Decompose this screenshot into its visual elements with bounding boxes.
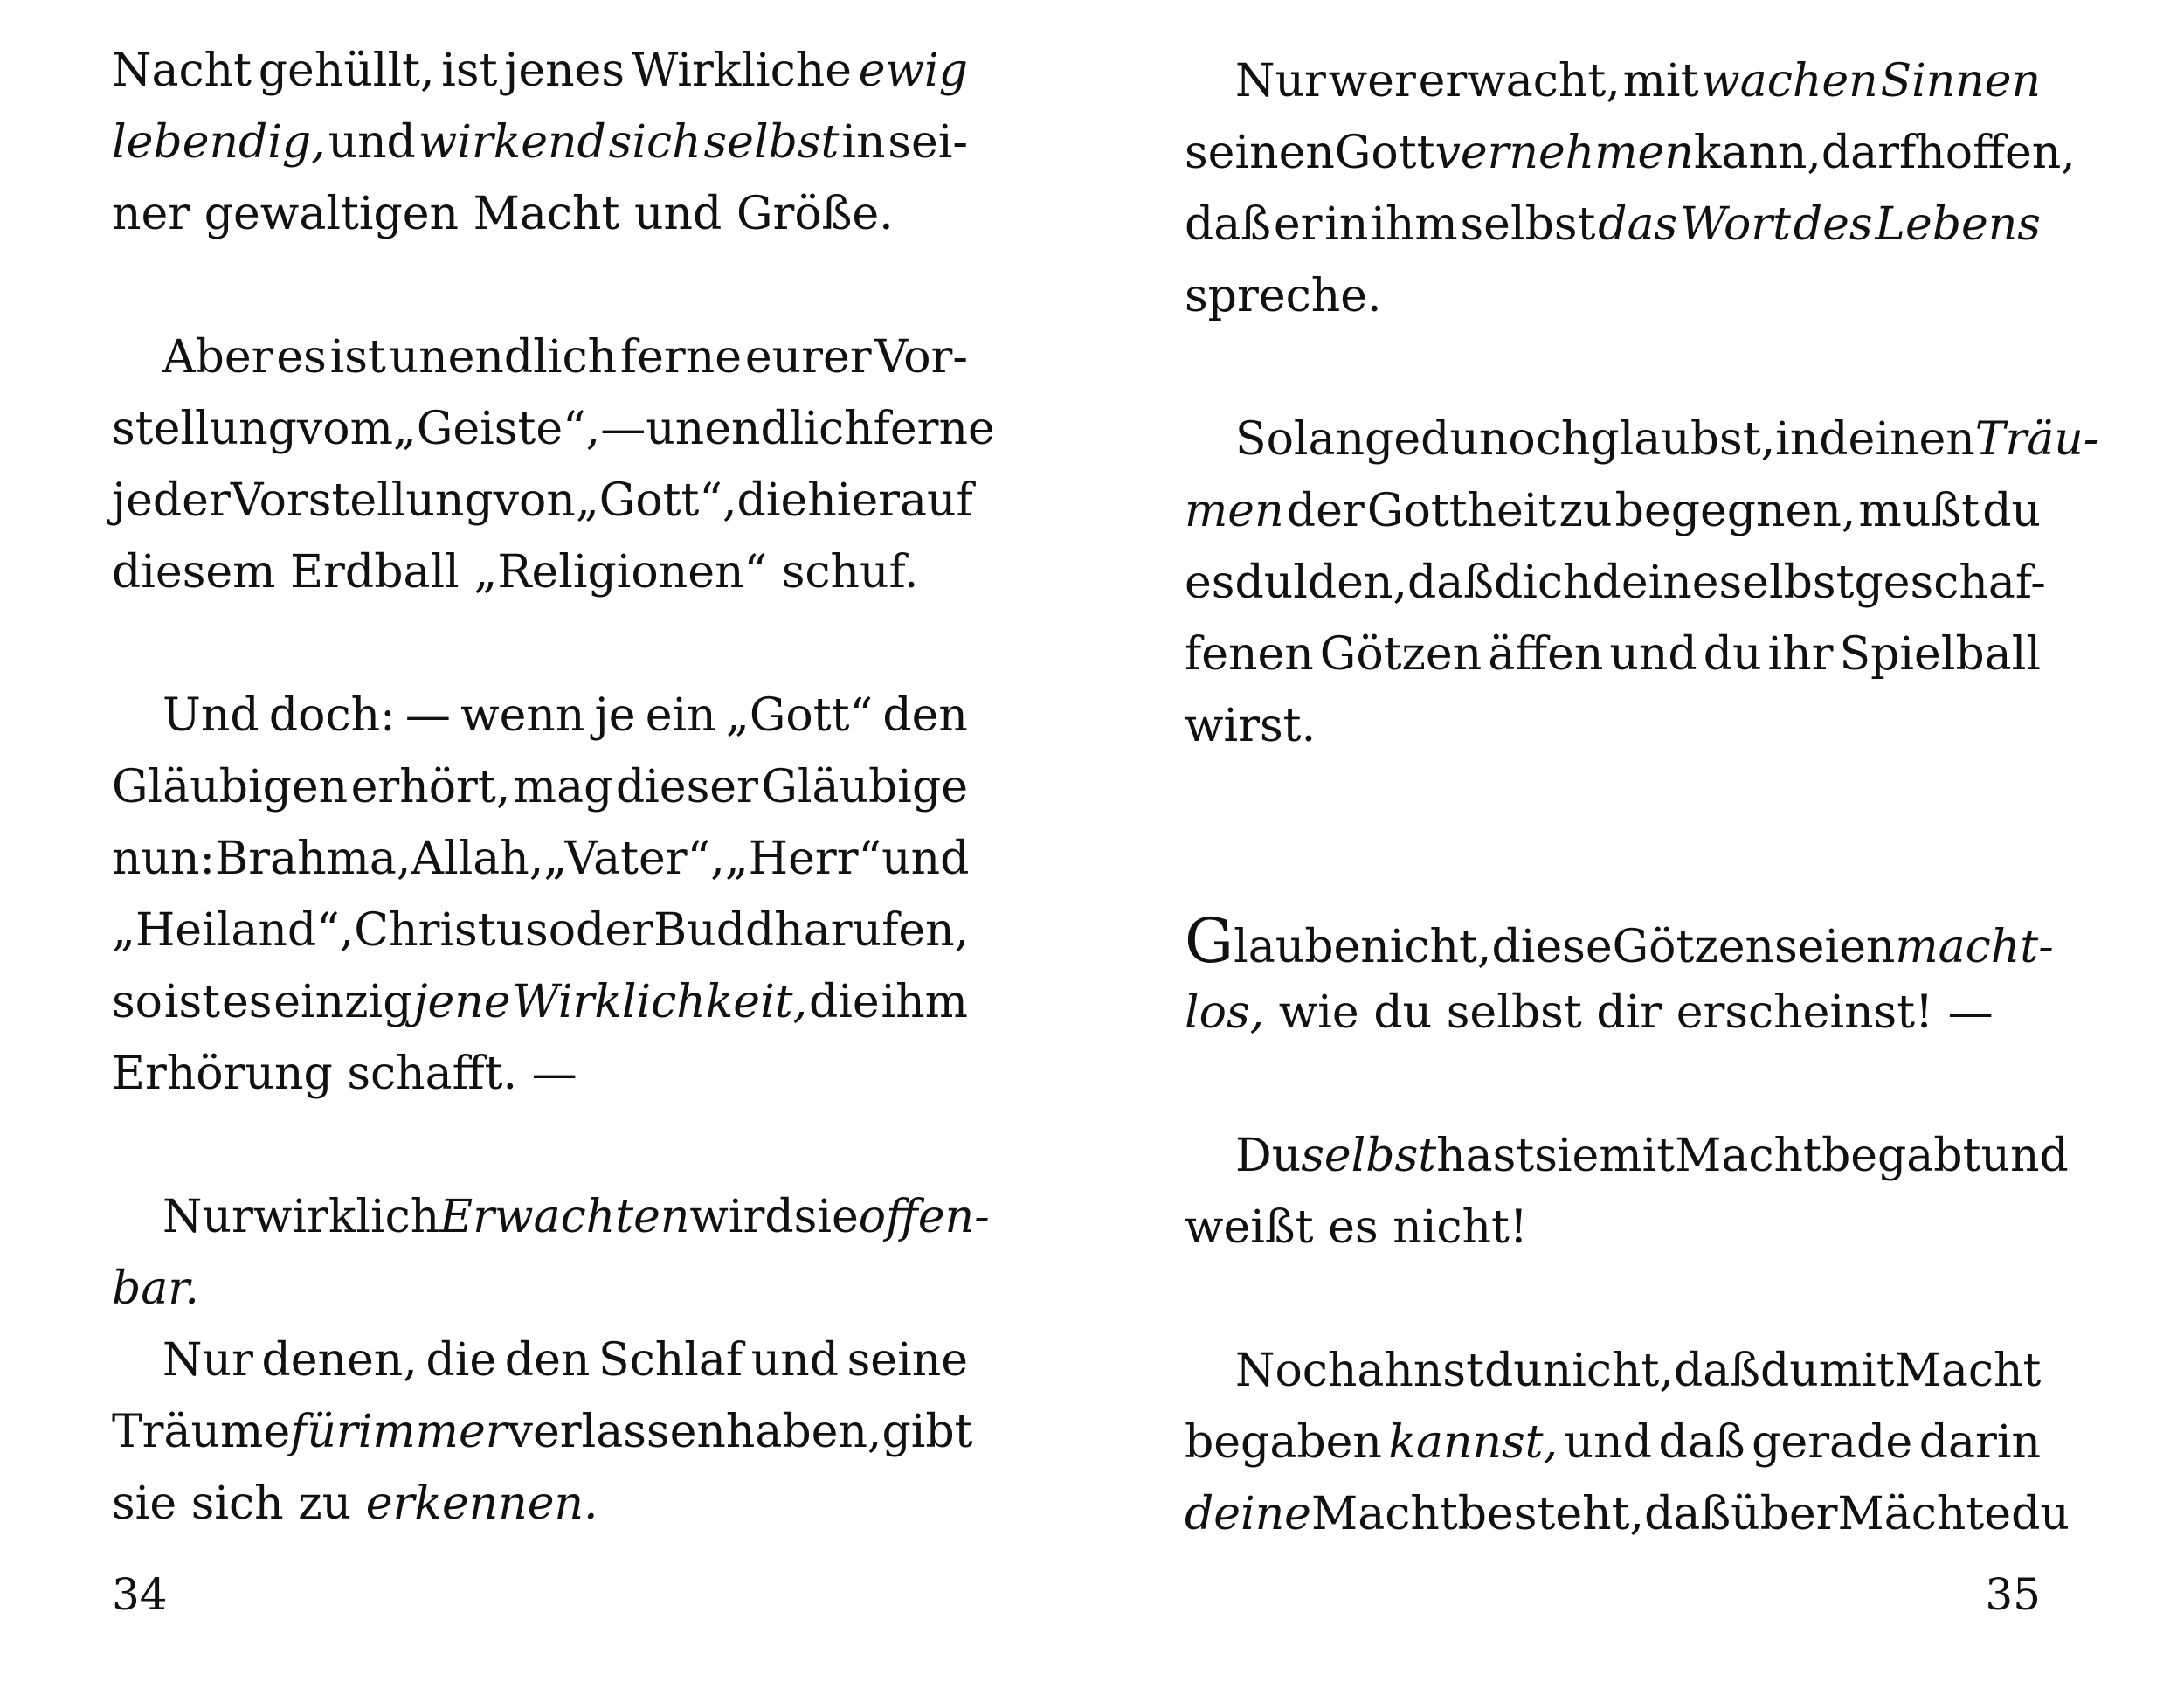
word: den: [882, 689, 968, 742]
word: daß: [1673, 1345, 1760, 1397]
word: Solange: [1235, 413, 1421, 466]
word: und: [881, 833, 970, 885]
word: nicht!: [1393, 1201, 1528, 1254]
word: ist: [441, 45, 498, 97]
word: gerade: [1752, 1416, 1913, 1469]
word: denen,: [261, 1334, 418, 1387]
word: den: [504, 1334, 591, 1387]
word: gehüllt,: [258, 45, 435, 97]
word: sie: [793, 1191, 859, 1243]
word: deine: [1592, 557, 1719, 609]
word: Macht: [1310, 1488, 1458, 1540]
word: Götzen: [1319, 628, 1482, 681]
word: seien: [1774, 921, 1896, 973]
emphasized-word: lebendig,: [112, 116, 326, 169]
text-line: [112, 1468, 968, 1539]
word: mit: [1818, 1345, 1895, 1397]
word: doch:: [268, 689, 396, 742]
text-line: [112, 751, 968, 823]
word: er: [1273, 198, 1323, 251]
word: kann,: [1693, 127, 1821, 179]
word: du: [1982, 485, 2041, 537]
word: —: [531, 1048, 577, 1100]
word: so: [112, 976, 162, 1028]
word: Du: [1235, 1130, 1302, 1182]
word: seine: [847, 1334, 968, 1387]
word: und: [1609, 628, 1697, 681]
word: jenes: [504, 45, 625, 97]
word: Glaube: [1185, 905, 1361, 977]
word: Größe.: [736, 188, 894, 240]
word: „Heiland“,: [112, 904, 355, 957]
word: Macht: [473, 188, 620, 240]
word: Nur: [162, 1334, 253, 1387]
word: wie: [1278, 986, 1359, 1039]
text-line: [1185, 1407, 2041, 1478]
emphasized-word: für: [290, 1406, 358, 1458]
word: nicht,: [1542, 1345, 1674, 1397]
word: Erhörung: [112, 1048, 333, 1100]
word: erwacht,: [1418, 55, 1621, 107]
word: begabt: [1821, 1130, 1981, 1182]
word: mußt: [1858, 485, 1980, 537]
word: in: [1775, 413, 1820, 466]
word: und: [634, 188, 722, 240]
text-line: [1185, 475, 2041, 547]
word: daß: [1185, 198, 1272, 251]
word: sie: [112, 1477, 177, 1530]
word: in: [841, 116, 886, 169]
word: ihm: [881, 976, 968, 1028]
word: darf: [1821, 127, 1917, 179]
word: Macht: [1894, 1345, 2042, 1397]
word: „Vater“,: [543, 833, 725, 885]
word: dulden,: [1234, 557, 1407, 609]
word: Spielball: [1839, 628, 2041, 681]
word: ihr: [1767, 628, 1834, 681]
left-page: [112, 0, 995, 1695]
text-line: [112, 1181, 990, 1253]
word: dich: [1494, 557, 1593, 609]
word: fenen: [1185, 628, 1314, 681]
word: daß: [1406, 557, 1494, 609]
text-line: [112, 107, 968, 178]
word: Schlaf: [598, 1334, 743, 1387]
word: deinen: [1819, 413, 1975, 466]
word: weißt: [1185, 1201, 1314, 1254]
emphasized-word: wirkend: [418, 116, 606, 169]
emphasized-word: selbst: [703, 116, 840, 169]
word: diesem: [112, 546, 276, 598]
word: du: [2011, 1488, 2070, 1540]
text-line: [112, 178, 968, 250]
word: zu: [298, 1477, 352, 1530]
word: hoffen,: [1916, 127, 2076, 179]
emphasized-word: Wirklichkeit,: [512, 976, 808, 1028]
word: wirklich: [252, 1191, 440, 1243]
emphasized-word: Wort: [1680, 198, 1792, 251]
word: wirst.: [1185, 700, 1317, 752]
text-line: [1185, 117, 2076, 189]
word: von: [493, 474, 576, 527]
emphasized-word: erkennen.: [365, 1477, 598, 1530]
word: gibt: [881, 1406, 973, 1458]
word: ist: [163, 976, 221, 1028]
word: und: [750, 1334, 839, 1387]
word: wer: [1328, 55, 1416, 107]
word: Götzen: [1612, 921, 1774, 973]
word: sie: [1534, 1130, 1600, 1182]
word: und: [328, 116, 416, 169]
text-line: [1185, 1335, 2041, 1407]
word: oder: [548, 904, 653, 957]
word: zu: [1559, 485, 1613, 537]
word: —: [600, 403, 646, 455]
emphasized-word: ewig: [858, 45, 968, 97]
word: und: [1980, 1130, 2069, 1182]
text-line: [1185, 905, 2054, 977]
word: diese: [1491, 921, 1613, 973]
text-line: [1185, 619, 2041, 690]
emphasized-word: Träu-: [1974, 413, 2099, 466]
text-line: [1185, 977, 2041, 1048]
emphasized-word: des: [1793, 198, 1873, 251]
word: der: [1286, 485, 1365, 537]
text-line: [1185, 404, 2099, 475]
word: —: [1947, 986, 1994, 1039]
word: jeder: [112, 474, 231, 527]
word: es: [221, 976, 273, 1028]
word: „Religionen“: [473, 546, 768, 598]
emphasized-word: selbst: [1301, 1130, 1437, 1182]
text-line: [1185, 1120, 2069, 1192]
word: die: [425, 1334, 497, 1387]
word: eurer: [744, 331, 872, 384]
word: erhört,: [350, 761, 511, 813]
word: „Gott“,: [575, 474, 737, 527]
word: begaben: [1185, 1416, 1382, 1469]
word: du: [1759, 1345, 1819, 1397]
word: glaubst,: [1590, 413, 1776, 466]
text-line: [112, 680, 968, 751]
word: Gläubigen: [112, 761, 349, 813]
word: Aber: [162, 331, 273, 384]
word: unendlich: [389, 331, 618, 384]
emphasized-word: sich: [608, 116, 702, 169]
word: —: [404, 689, 451, 742]
emphasized-word: Lebens: [1875, 198, 2041, 251]
word: vom: [296, 403, 393, 455]
emphasized-word: jene: [413, 976, 511, 1028]
word: Mächte: [1837, 1488, 2012, 1540]
word: verlassen: [507, 1406, 726, 1458]
text-line: [1185, 1192, 2041, 1263]
word: spreche.: [1185, 270, 1382, 322]
word: rufen,: [830, 904, 970, 957]
word: auf: [900, 474, 973, 527]
word: es: [1328, 1201, 1379, 1254]
word: je: [594, 689, 636, 742]
word: Nacht: [112, 45, 252, 97]
word: Gott: [1334, 127, 1435, 179]
word: und: [1564, 1416, 1652, 1469]
word: darin: [1918, 1416, 2041, 1469]
word: Christus: [354, 904, 549, 957]
word: daß: [1644, 1488, 1731, 1540]
emphasized-word: das: [1598, 198, 1678, 251]
word: selbst: [1460, 198, 1596, 251]
word: ein: [645, 689, 716, 742]
word: in: [1324, 198, 1369, 251]
word: sich: [190, 1477, 284, 1530]
word: mit: [1599, 1130, 1676, 1182]
text-line: [112, 1396, 973, 1468]
word: begegnen,: [1614, 485, 1856, 537]
page-number-left: 34: [112, 1569, 168, 1620]
text-line: [112, 322, 968, 393]
word: äffen: [1488, 628, 1604, 681]
word: nicht,: [1360, 921, 1492, 973]
word: „Geiste“,: [392, 403, 601, 455]
word: Gläubige: [761, 761, 968, 813]
word: „Gott“: [725, 689, 874, 742]
word: Vorstellung: [230, 474, 494, 527]
word: du: [1373, 986, 1433, 1039]
word: erscheinst!: [1676, 986, 1934, 1039]
word: ihm: [1371, 198, 1458, 251]
word: über: [1731, 1488, 1838, 1540]
word: noch: [1478, 413, 1591, 466]
word: mit: [1622, 55, 1699, 107]
word: mag: [513, 761, 613, 813]
word: wird: [689, 1191, 794, 1243]
word: schuf.: [781, 546, 919, 598]
text-line: [112, 465, 973, 536]
word: Brahma,: [215, 833, 411, 885]
text-line: [112, 823, 968, 895]
word: gewaltigen: [204, 188, 460, 240]
word: du: [1420, 413, 1479, 466]
word: Erdball: [290, 546, 460, 598]
word: die: [808, 976, 880, 1028]
text-line: [1185, 1478, 2070, 1550]
emphasized-word: immer: [357, 1406, 508, 1458]
word: Allah,: [411, 833, 544, 885]
word: Wirkliche: [631, 45, 853, 97]
word: Gottheit: [1366, 485, 1557, 537]
text-line: [1185, 260, 2041, 332]
word: Nur: [1235, 55, 1326, 107]
text-line: [112, 35, 968, 107]
emphasized-word: macht-: [1895, 921, 2054, 973]
emphasized-word: wachen: [1701, 55, 1878, 107]
word: es: [1185, 557, 1235, 609]
right-page: [1185, 0, 2099, 1695]
word: sei-: [888, 116, 968, 169]
text-line: [112, 536, 968, 608]
word: ist: [329, 331, 386, 384]
text-line: [1185, 690, 2041, 762]
emphasized-word: los,: [1185, 986, 1265, 1039]
text-line: [1185, 189, 2041, 260]
word: seinen: [1185, 127, 1335, 179]
word: Noch: [1235, 1345, 1358, 1397]
word: Und: [162, 689, 259, 742]
word: du: [1484, 1345, 1543, 1397]
emphasized-word: offen-: [858, 1191, 990, 1243]
text-line: [112, 895, 968, 966]
emphasized-word: vernehmen: [1434, 127, 1694, 179]
word: dieser: [615, 761, 758, 813]
word: ner: [112, 188, 190, 240]
emphasized-word: bar.: [112, 1263, 199, 1315]
word: selbst: [1446, 986, 1582, 1039]
word: hast: [1436, 1130, 1535, 1182]
text-line: [112, 1038, 968, 1110]
text-line: [1185, 547, 2046, 619]
page-number-right: 35: [1985, 1569, 2041, 1620]
word: es: [276, 331, 327, 384]
word: ahnst: [1357, 1345, 1484, 1397]
word: einzig: [273, 976, 412, 1028]
text-line: [1185, 45, 2041, 117]
word: dir: [1596, 986, 1662, 1039]
word: wenn: [460, 689, 585, 742]
word: selbstgeschaf-: [1718, 557, 2046, 609]
word: unendlich: [646, 403, 874, 455]
word: Buddha: [653, 904, 831, 957]
word: nun:: [112, 833, 215, 885]
word: schafft.: [347, 1048, 518, 1100]
word: haben,: [725, 1406, 882, 1458]
word: daß: [1658, 1416, 1745, 1469]
word: Nur: [162, 1191, 253, 1243]
emphasized-word: men: [1185, 485, 1284, 537]
word: du: [1703, 628, 1762, 681]
word: hier: [807, 474, 901, 527]
word: ferne: [619, 331, 743, 384]
emphasized-word: Erwachten: [439, 1191, 690, 1243]
word: Macht: [1675, 1130, 1821, 1182]
emphasized-word: Sinnen: [1880, 55, 2041, 107]
word: „Herr“: [724, 833, 882, 885]
word: Vor-: [874, 331, 968, 384]
emphasized-word: kannst,: [1388, 1416, 1559, 1469]
text-line: [112, 393, 995, 465]
emphasized-word: deine: [1185, 1488, 1311, 1540]
text-line: [112, 966, 968, 1038]
word: ferne: [873, 403, 995, 455]
word: Träume: [112, 1406, 291, 1458]
text-line: [112, 1325, 968, 1396]
word: stellung: [112, 403, 297, 455]
word: besteht,: [1457, 1488, 1645, 1540]
text-line: [112, 1253, 968, 1325]
word: die: [736, 474, 808, 527]
